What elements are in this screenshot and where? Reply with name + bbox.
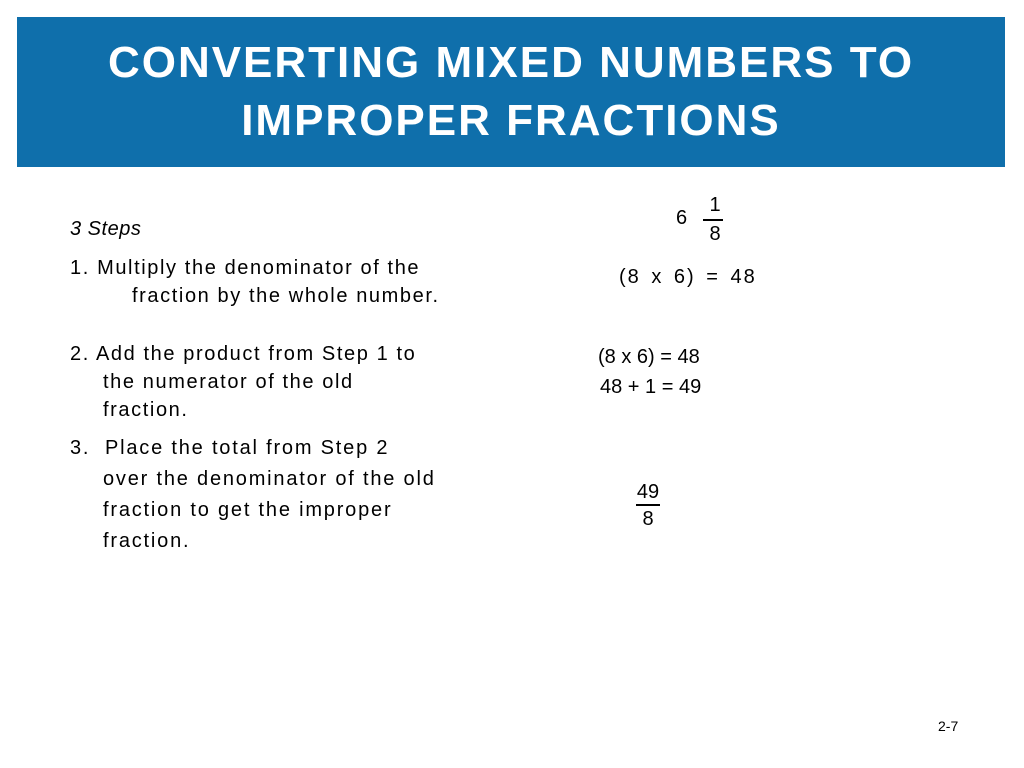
step-3-line-3: fraction to get the improper [103, 499, 393, 521]
equation-2-line-1: (8 x 6) = 48 [598, 346, 700, 368]
page-number: 2-7 [938, 718, 959, 734]
step-1-line-2: fraction by the whole number. [132, 285, 440, 307]
step-2-line-1: Add the product from Step 1 to [95, 343, 417, 365]
equation-2 [598, 342, 701, 402]
step-2-number: 2. [70, 343, 90, 365]
step-3-line-4: fraction. [103, 530, 191, 552]
step-3-line-1: Place the total from Step 2 [105, 437, 390, 459]
fraction-bar [703, 219, 723, 221]
result-numerator: 49 [636, 480, 660, 506]
equation-2-line-2: 48 + 1 = 49 [600, 376, 702, 398]
mixed-whole: 6 [676, 207, 688, 229]
equation-1: (8 x 6) = 48 [619, 266, 757, 288]
step-3-number: 3. [70, 437, 91, 459]
slide-title: CONVERTING MIXED NUMBERS TO IMPROPER FRACTIONS [107, 38, 915, 145]
step-3 [70, 433, 540, 557]
title-bar [17, 17, 1005, 167]
step-1-line-1: Multiply the denominator of the [97, 257, 421, 279]
step-1-number: 1. [70, 257, 90, 279]
step-2 [70, 340, 540, 424]
step-2-line-2: the numerator of the old [103, 371, 354, 393]
step-3-line-2: over the denominator of the old [103, 468, 436, 490]
step-1 [70, 254, 540, 310]
step-2-line-3: fraction. [103, 399, 189, 421]
result-denominator: 8 [642, 508, 654, 530]
steps-heading: 3 Steps [70, 218, 142, 240]
improper-fraction [628, 480, 668, 532]
mixed-number [670, 192, 740, 256]
steps-column [70, 218, 540, 251]
mixed-denominator: 8 [709, 223, 721, 245]
mixed-numerator: 1 [709, 194, 721, 216]
